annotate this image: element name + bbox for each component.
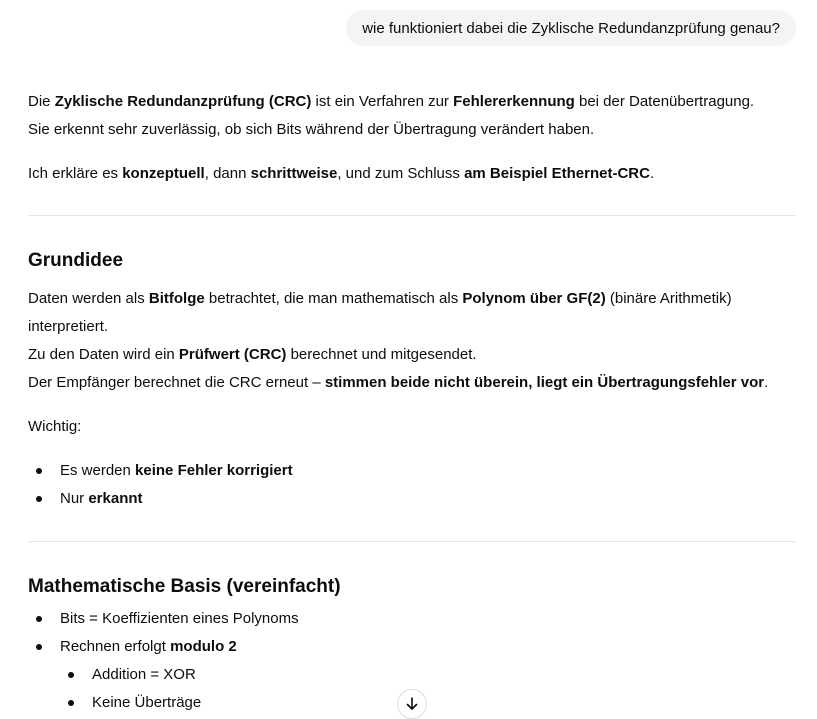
grundidee-line-2: interpretiert. (28, 318, 109, 335)
wichtig-label: Wichtig: (28, 418, 82, 435)
divider (28, 215, 796, 216)
heading-grundidee: Grundidee (28, 250, 124, 271)
intro-line-2: Sie erkennt sehr zuverlässig, ob sich Bits während der Übertragung verändert haben. (28, 121, 595, 138)
grundidee-line-4: Der Empfänger berechnet die CRC erneut – stimmen beide nicht überein, liegt ein Übertragungsfehler vor. (28, 374, 769, 391)
list-item: Rechnen erfolgt modulo 2 Addition = XOR Keine Überträge (60, 633, 796, 717)
wichtig-list (28, 457, 796, 513)
assistant-response (28, 88, 796, 717)
list-item: Es werden keine Fehler korrigiert (60, 457, 796, 485)
arrow-down-icon (404, 696, 420, 712)
intro-line-1: Die Zyklische Redundanzprüfung (CRC) ist ein Verfahren zur Fehlererkennung bei der Datenübertragung. (28, 93, 755, 110)
scroll-to-bottom-button[interactable] (397, 689, 427, 719)
grundidee-line-3: Zu den Daten wird ein Prüfwert (CRC) berechnet und mitgesendet. (28, 346, 477, 363)
grundidee-line-1: Daten werden als Bitfolge betrachtet, die man mathematisch als Polynom über GF(2) (binäre Arithmetik) (28, 290, 732, 307)
heading-mathematische-basis: Mathematische Basis (vereinfacht) (28, 576, 341, 597)
mathe-sublist (60, 661, 796, 717)
list-item: Addition = XOR (92, 661, 796, 689)
list-item: Nur erkannt (60, 485, 796, 513)
user-message-text: wie funktioniert dabei die Zyklische Redundanzprüfung genau? (362, 19, 780, 37)
divider (28, 541, 796, 542)
list-item: Bits = Koeffizienten eines Polynoms (60, 605, 796, 633)
list-item: Keine Überträge (92, 689, 796, 717)
intro-paragraph-2: Ich erkläre es konzeptuell, dann schrittweise, und zum Schluss am Beispiel Ethernet-CRC. (28, 165, 655, 182)
user-message-bubble (346, 10, 796, 46)
